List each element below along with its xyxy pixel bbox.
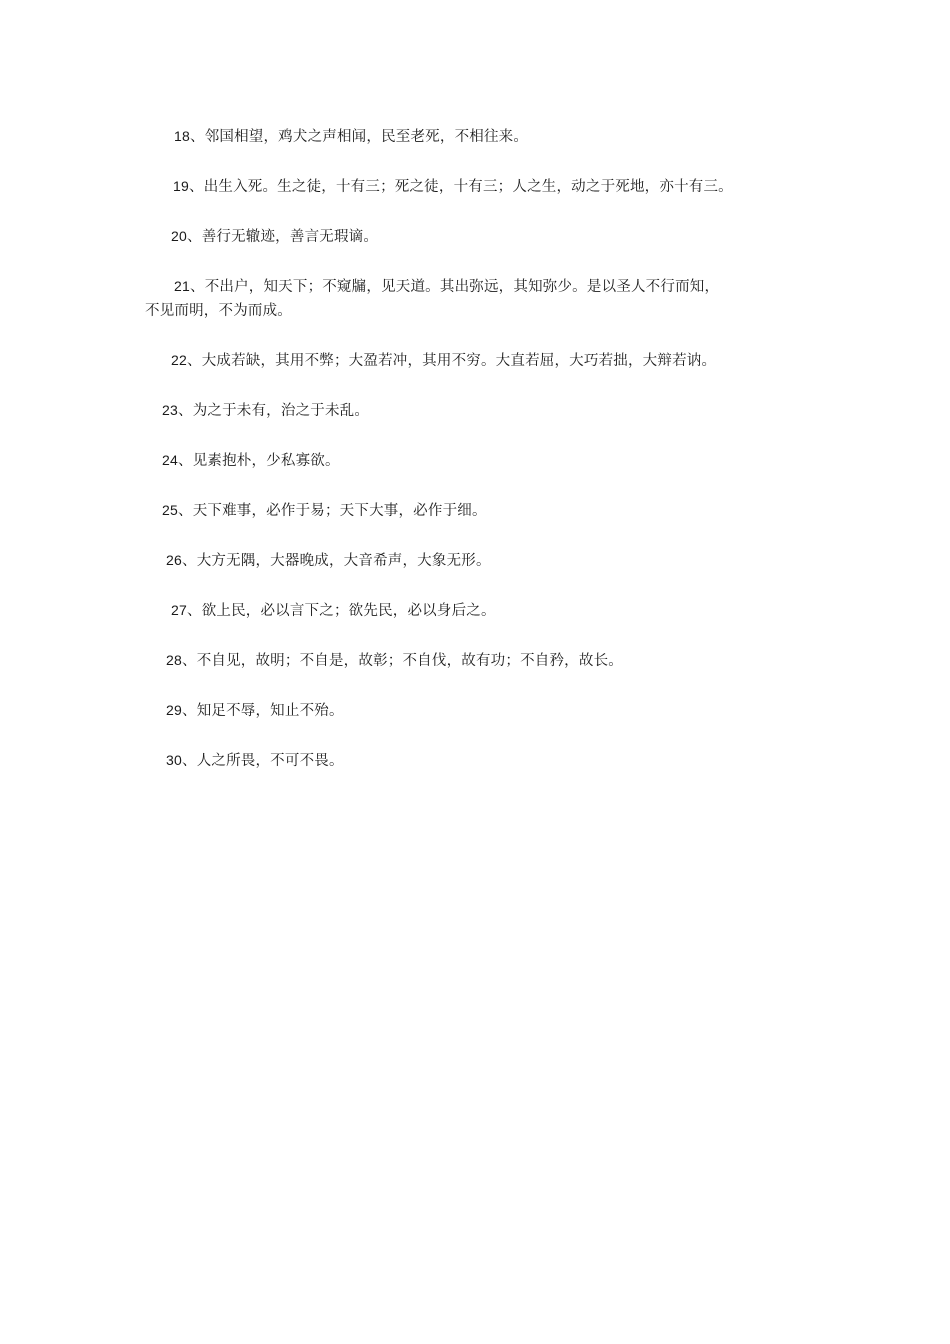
paragraph-separator: 、: [181, 553, 197, 569]
paragraph-28: [166, 648, 623, 673]
paragraph-separator: 、: [177, 453, 193, 469]
paragraph-text: 知足不辱，知止不殆。: [196, 703, 344, 719]
paragraph-text: 见素抱朴，少私寡欲。: [192, 453, 340, 469]
paragraph-text: 欲上民，必以言下之；欲先民，必以身后之。: [201, 603, 496, 619]
paragraph-18: [174, 124, 528, 149]
paragraph-separator: 、: [181, 753, 197, 769]
paragraph-number: 25: [162, 502, 178, 518]
paragraph-24: [162, 448, 340, 473]
paragraph-text: 善行无辙迹，善言无瑕谪。: [201, 229, 379, 245]
paragraph-separator: 、: [188, 179, 204, 195]
paragraph-line-1: [174, 274, 839, 299]
paragraph-separator: 、: [186, 229, 202, 245]
paragraph-number: 29: [166, 702, 182, 718]
paragraph-number: 30: [166, 752, 182, 768]
paragraph-text: 天下难事，必作于易；天下大事，必作于细。: [192, 503, 487, 519]
paragraph-text: 为之于未有，治之于未乱。: [192, 403, 370, 419]
paragraph-20: [171, 224, 378, 249]
paragraph-26: [166, 548, 491, 573]
paragraph-22: [171, 348, 716, 373]
paragraph-number: 19: [173, 178, 189, 194]
paragraph-number: 28: [166, 652, 182, 668]
paragraph-number: 27: [171, 602, 187, 618]
paragraph-23: [162, 398, 369, 423]
paragraph-21: [145, 274, 839, 323]
paragraph-text: 出生入死。生之徒，十有三；死之徒，十有三；人之生，动之于死地，亦十有三。: [203, 179, 733, 195]
paragraph-number: 22: [171, 352, 187, 368]
paragraph-separator: 、: [186, 603, 202, 619]
paragraph-separator: 、: [181, 703, 197, 719]
paragraph-line-2: 不见而明，不为而成。: [145, 303, 292, 319]
paragraph-29: [166, 698, 344, 723]
paragraph-number: 18: [174, 128, 190, 144]
paragraph-text: 大方无隅，大器晚成，大音希声，大象无形。: [196, 553, 491, 569]
paragraph-separator: 、: [186, 353, 202, 369]
paragraph-text: 不出户，知天下；不窥牖，见天道。其出弥远，其知弥少。是以圣人不行而知，: [204, 279, 720, 295]
paragraph-text: 大成若缺，其用不弊；大盈若冲，其用不穷。大直若屈，大巧若拙，大辩若讷。: [201, 353, 717, 369]
paragraph-text: 不自见，故明；不自是，故彰；不自伐，故有功；不自矜，故长。: [196, 653, 623, 669]
paragraph-separator: 、: [177, 503, 193, 519]
paragraph-separator: 、: [181, 653, 197, 669]
paragraph-separator: 、: [177, 403, 193, 419]
paragraph-30: [166, 748, 344, 773]
paragraph-text: 邻国相望，鸡犬之声相闻，民至老死，不相往来。: [204, 129, 529, 145]
paragraph-25: [162, 498, 487, 523]
paragraph-separator: 、: [189, 279, 205, 295]
paragraph-number: 24: [162, 452, 178, 468]
paragraph-number: 26: [166, 552, 182, 568]
paragraph-number: 23: [162, 402, 178, 418]
paragraph-separator: 、: [189, 129, 205, 145]
paragraph-number: 20: [171, 228, 187, 244]
paragraph-27: [171, 598, 496, 623]
paragraph-text: 人之所畏，不可不畏。: [196, 753, 344, 769]
paragraph-19: [173, 174, 733, 199]
paragraph-number: 21: [174, 278, 190, 294]
